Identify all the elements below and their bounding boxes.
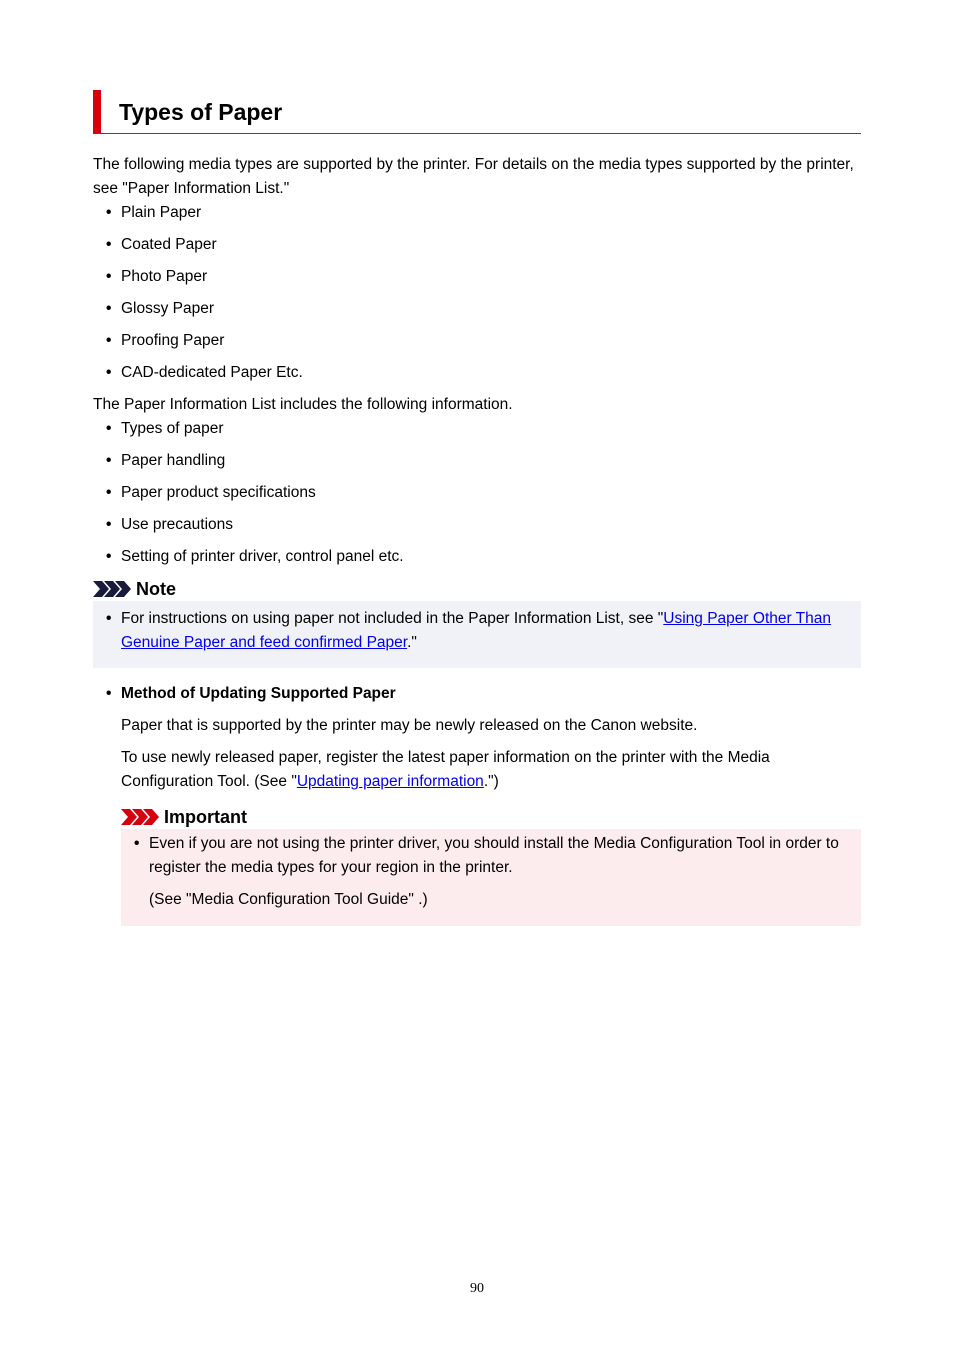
list-item: • Types of paper: [106, 420, 224, 437]
list-item: • CAD-dedicated Paper Etc.: [106, 364, 303, 381]
note-label: Note: [136, 578, 176, 599]
info-item-list: [93, 417, 861, 569]
page-content: [93, 90, 861, 926]
important-box: [121, 829, 861, 926]
list-item: • Use precautions: [106, 516, 234, 533]
list-item: • Coated Paper: [106, 236, 217, 253]
list-item: • Paper product specifications: [106, 484, 316, 501]
method-body: [93, 714, 861, 794]
important-header: [121, 805, 861, 829]
updating-paper-link[interactable]: Updating paper information: [296, 773, 484, 790]
media-type-list: [93, 201, 861, 385]
title-header: [93, 90, 861, 134]
list-item: • Photo Paper: [106, 268, 208, 285]
note-chevrons-icon: [93, 580, 131, 598]
note-header: [93, 577, 861, 601]
list-item: • Paper handling: [106, 452, 226, 469]
note-item: • For instructions on using paper not included in the Paper Information List, see "Using Paper Other Than Genuine Paper and feed confirmed Paper.": [106, 610, 832, 651]
note-box: [93, 601, 861, 668]
list-item: • Plain Paper: [106, 204, 202, 221]
method-section: [93, 682, 861, 926]
page-title: Types of Paper: [119, 99, 283, 125]
important-item: • Even if you are not using the printer driver, you should install the Media Configuration Tool in order to register the media types for your region in the printer.: [134, 835, 839, 876]
method-paragraph-2: To use newly released paper, register the latest paper information on the printer with the Media Configuration Tool. (See "Updating paper information."): [121, 749, 770, 790]
important-chevrons-icon: [121, 808, 159, 826]
title-accent-bar: [93, 90, 101, 133]
method-heading: Method of Updating Supported Paper: [121, 685, 396, 702]
list-item: • Setting of printer driver, control panel etc.: [106, 548, 404, 565]
page-number: 90: [470, 1281, 484, 1296]
important-label: Important: [164, 806, 247, 827]
method-heading-item: • Method of Updating Supported Paper: [106, 685, 396, 702]
info-intro-paragraph: The Paper Information List includes the following information.: [93, 396, 513, 413]
note-link[interactable]: Using Paper Other Than Genuine Paper and feed confirmed Paper: [121, 610, 832, 651]
list-item: • Proofing Paper: [106, 332, 225, 349]
method-paragraph-1: Paper that is supported by the printer may be newly released on the Canon website.: [121, 717, 698, 734]
intro-paragraph: The following media types are supported by the printer. For details on the media types supported by the printer, see "Paper Information List.": [93, 156, 854, 197]
list-item: • Glossy Paper: [106, 300, 215, 317]
important-subnote: (See "Media Configuration Tool Guide" .): [149, 891, 428, 908]
